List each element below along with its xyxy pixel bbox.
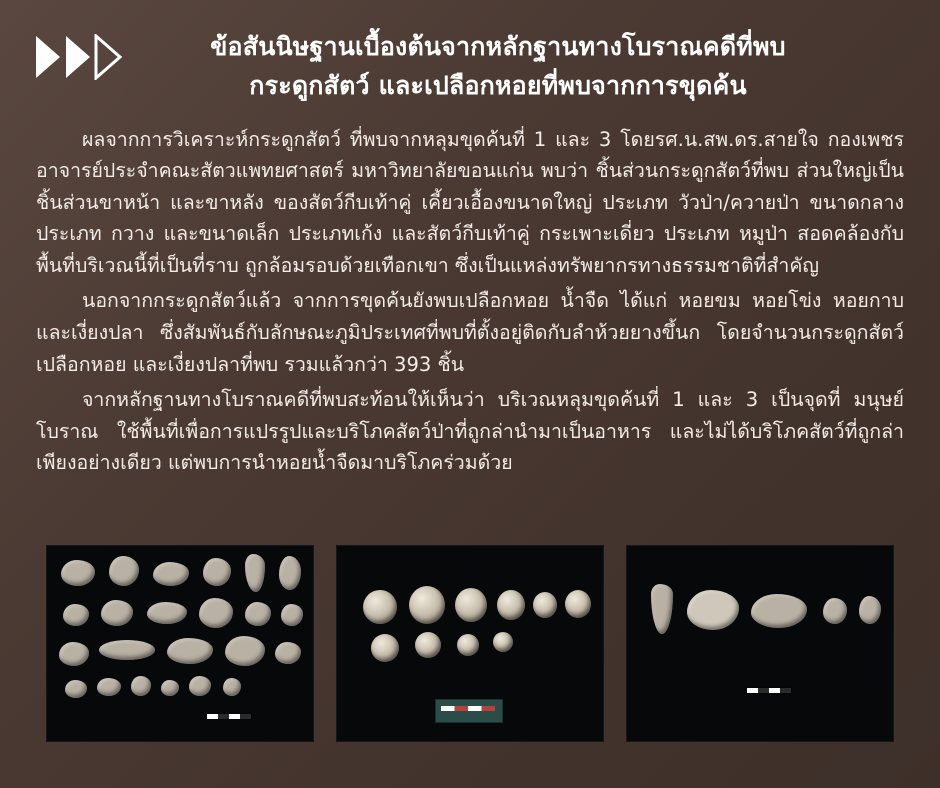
paragraph-3: จากหลักฐานทางโบราณคดีที่พบสะท้อนให้เห็นว่า บริเวณหลุมขุดค้นที่ 1 และ 3 เป็นจุดที่ มนุษย์โบราณ ใช้พื้นที่เพื่อการแปรรูปและบริโภคสัตว์ป่าที่ถูกล่านำมาเป็นอาหาร และไม่ได้บริโภคสัตว์ที่ถูกล่าเพียงอย่างเดียว แต่พบการนำหอยน้ำจืดมาบริโภคร่วมด้วย [36,388,904,475]
scale-bar [207,714,251,719]
chevron-right-icon [64,34,92,84]
freshwater-shell-photo [336,545,604,742]
body-text [0,106,940,479]
paragraph-2: นอกจากกระดูกสัตว์แล้ว จากการขุดค้นยังพบเปลือกหอย น้ำจืด ได้แก่ หอยขม หอยโข่ง หอยกาบ และเงี่ยงปลา ซึ่งสัมพันธ์กับลักษณะภูมิประเทศที่พบที่ตั้งอยู่ติดกับลำห้วยยางขึ้นก โดยจำนวนกระดูกสัตว์ เปลือกหอย และเงี่ยงปลาที่พบ รวมแล้วกว่า 393 ชิ้น [36,289,904,376]
scale-bar [747,688,791,693]
scale-card [435,699,503,723]
page-title-line-2: กระดูกสัตว์ และเปลือกหอยที่พบจากการขุดค้น [249,70,747,100]
photo-row [46,545,894,742]
slide-header [0,0,940,106]
bone-and-tooth-photo [626,545,894,742]
page-title-line-1: ข้อสันนิษฐานเบื้องต้นจากหลักฐานทางโบราณคดีที่พบ [210,32,786,61]
animal-bone-fragments-photo [46,545,314,742]
chevron-right-outline-icon [94,34,122,84]
chevron-decoration [34,28,126,84]
paragraph-1: ผลจากการวิเคราะห์กระดูกสัตว์ ที่พบจากหลุมขุดค้นที่ 1 และ 3 โดยรศ.น.สพ.ดร.สายใจ กองเพชร อาจารย์ประจำคณะสัตวแพทยศาสตร์ มหาวิทยาลัยขอนแก่น พบว่า ชิ้นส่วนกระดูกสัตว์ที่พบ ส่วนใหญ่เป็นชิ้นส่วนขาหน้า และขาหลัง ของสัตว์กีบเท้าคู่ เคี้ยวเอื้องขนาดใหญ่ ประเภท วัวป่า/ควายป่า ขนาดกลาง ประเภท กวาง และขนาดเล็ก ประเภทเก้ง และสัตว์กีบเท้าคู่ กระเพาะเดี่ยว ประเภท หมูป่า สอดคล้องกับพื้นที่บริเวณนี้ที่เป็นที่ราบ ถูกล้อมรอบด้วยเทือกเขา ซึ่งเป็นแหล่งทรัพยากรทางธรรมชาติที่สำคัญ [36,127,904,277]
page-title [126,28,900,106]
chevron-right-icon [34,34,62,84]
